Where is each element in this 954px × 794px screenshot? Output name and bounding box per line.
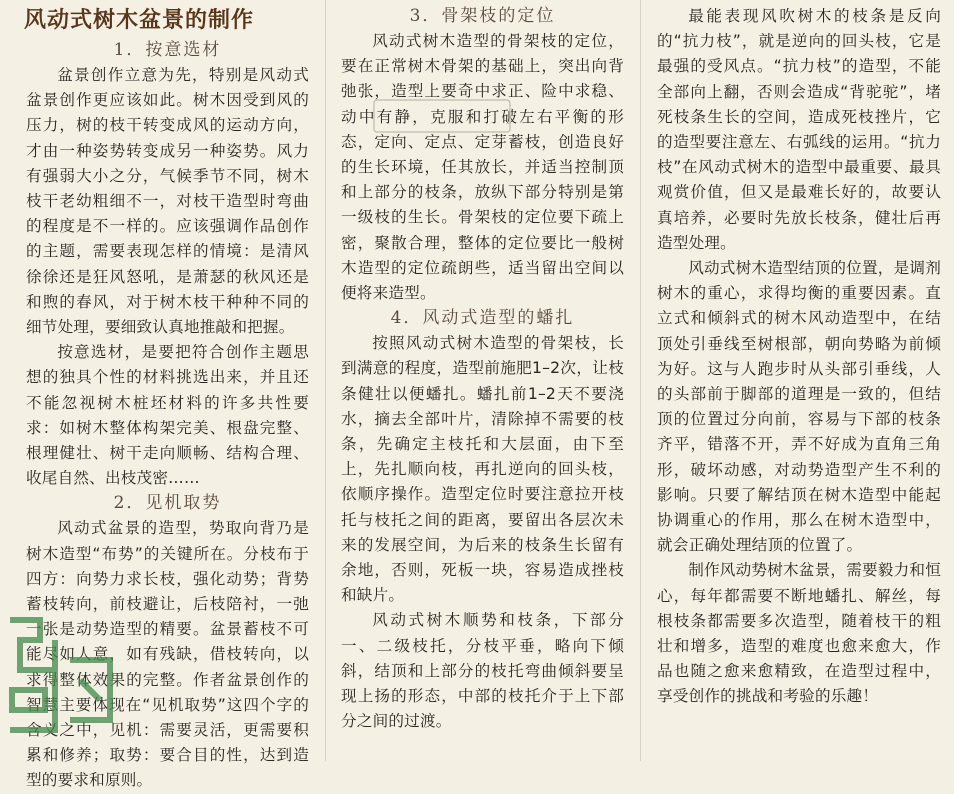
paragraph: 风动式树木造型结顶的位置，是调剂树木的重心，求得均衡的重要因素。直立式和倾斜式的树木风动造型中，在结顶处引垂线至树根部，朝向势略为前倾为好。这与人跑步时从头部引垂线，人的头部前于脚部的道理是一致的，但结顶的位置过分向前，容易与下部的枝条齐平，错落不开，弄不好成为直角三角形，破坏动感，对动势造型产生不利的影响。只要了解结顶在树木造型中能起协调重心的作用，那么在树木造型中，就会正确处理结顶的位置了。 [657, 259, 941, 555]
paragraph: 风动式树木造型的骨架枝的定位，要在正常树木骨架的基础上，突出向背弛张，造型上要奇中求正、险中求稳、动中有静，克服和打破左右平衡的形态，定向、定点、定芽蓄枝，创造良好的生长环境，任其放长，并适当控制顶和上部分的枝条，放纵下部分特别是第一级枝的生长。骨架枝的定位要下疏上密，聚散合理，整体的定位要比一般树木造型的定位疏朗些，适当留出空间以便将来造型。 [341, 32, 624, 303]
paragraph: 制作风动势树木盆景，需要毅力和恒心，每年都需要不断地蟠扎、解丝，每根枝条都需要多次造型，随着枝干的粗壮和增多，造型的难度也愈来愈大，作品也随之愈来愈精致，在造型过程中，享受创作的挑战和考验的乐趣！ [657, 561, 941, 706]
column-1 [26, 6, 309, 794]
paragraph: 按意选材，是要把符合创作主题思想的独具个性的材料挑选出来，并且还不能忽视树木桩坯材料的许多共性要求：如树木整体构架完美、根盘完整、根理健壮、树干走向顺畅、结构合理、收尾自然、出枝茂密…… [26, 343, 309, 488]
column-3 [657, 4, 941, 710]
section-heading-3: 3．骨架枝的定位 [409, 6, 556, 26]
paragraph: 盆景创作立意为先，特别是风动式盆景创作更应该如此。树木因受到风的压力，树的枝干转变成风的运动方向，才由一种姿势转变成另一种姿势。风力有强弱大小之分，气候季节不同，树木枝干老幼粗细不一，对枝干造型时弯曲的程度是不一样的。应该强调作品创作的主题，需要表现怎样的情境：是清风徐徐还是狂风怒吼，是萧瑟的秋风还是和煦的春风，对于树木枝干种种不同的细节处理，要细致认真地推敲和把握。 [26, 66, 309, 337]
column-2 [341, 4, 624, 734]
paragraph: 风动式盆景的造型，势取向背乃是树木造型“布势”的关键所在。分枝布于四方：向势力求长枝，强化动势；背势蓄枝转向，前枝避让，后枝陪衬，一弛一张是动势造型的精要。盆景蓄枝不可能尽如人意，如有残缺，借枝转向，以求得整体效果的完整。作者盆景创作的智慧主要体现在“见机取势”这四个字的含义之中，见机：需要灵活，更需要积累和修养；取势：要合目的性，达到造型的要求和原则。 [26, 519, 309, 790]
column-divider [325, 0, 326, 761]
article-title: 风动式树木盆景的制作 [24, 8, 255, 33]
column-divider [640, 0, 641, 761]
section-heading-4: 4．风动式造型的蟠扎 [390, 308, 575, 329]
section-heading-1: 1．按意选材 [113, 40, 222, 60]
paragraph: 按照风动式树木造型的骨架枝，长到满意的程度，造型前施肥1–2次，让枝条健壮以便蟠扎。蟠扎前1–2天不要浇水，摘去全部叶片，清除掉不需要的枝条，先确定主枝托和大层面，由下至上，先扎顺向枝，再扎逆向的回头枝，依顺序操作。造型定位时要注意拉开枝托与枝托之间的距离，要留出各层次未来的发展空间，为后来的枝条生长留有余地，否则，死板一块，容易造成挫枝和缺片。 [341, 334, 624, 605]
section-heading-2: 2．见机取势 [113, 493, 222, 514]
paragraph: 最能表现风吹树木的枝条是反向的“抗力枝”，就是逆向的回头枝，它是最强的受风点。“抗力枝”的造型，不能全部向上翻，否则会造成“背驼驼”，堵死枝条生长的空间，造成死枝挫片，它的造型要注意左、右弧线的运用。“抗力枝”在风动式树木的造型中最重要、最具观赏价值，但又是最难长好的，故要认真培养，必要时先放长枝条，健壮后再造型处理。 [657, 7, 941, 252]
paragraph: 风动式树木顺势和枝条，下部分一、二级枝托，分枝平垂，略向下倾斜，结顶和上部分的枝托弯曲倾斜要呈现上扬的形态，中部的枝托介于上下部分之间的过渡。 [341, 611, 624, 731]
